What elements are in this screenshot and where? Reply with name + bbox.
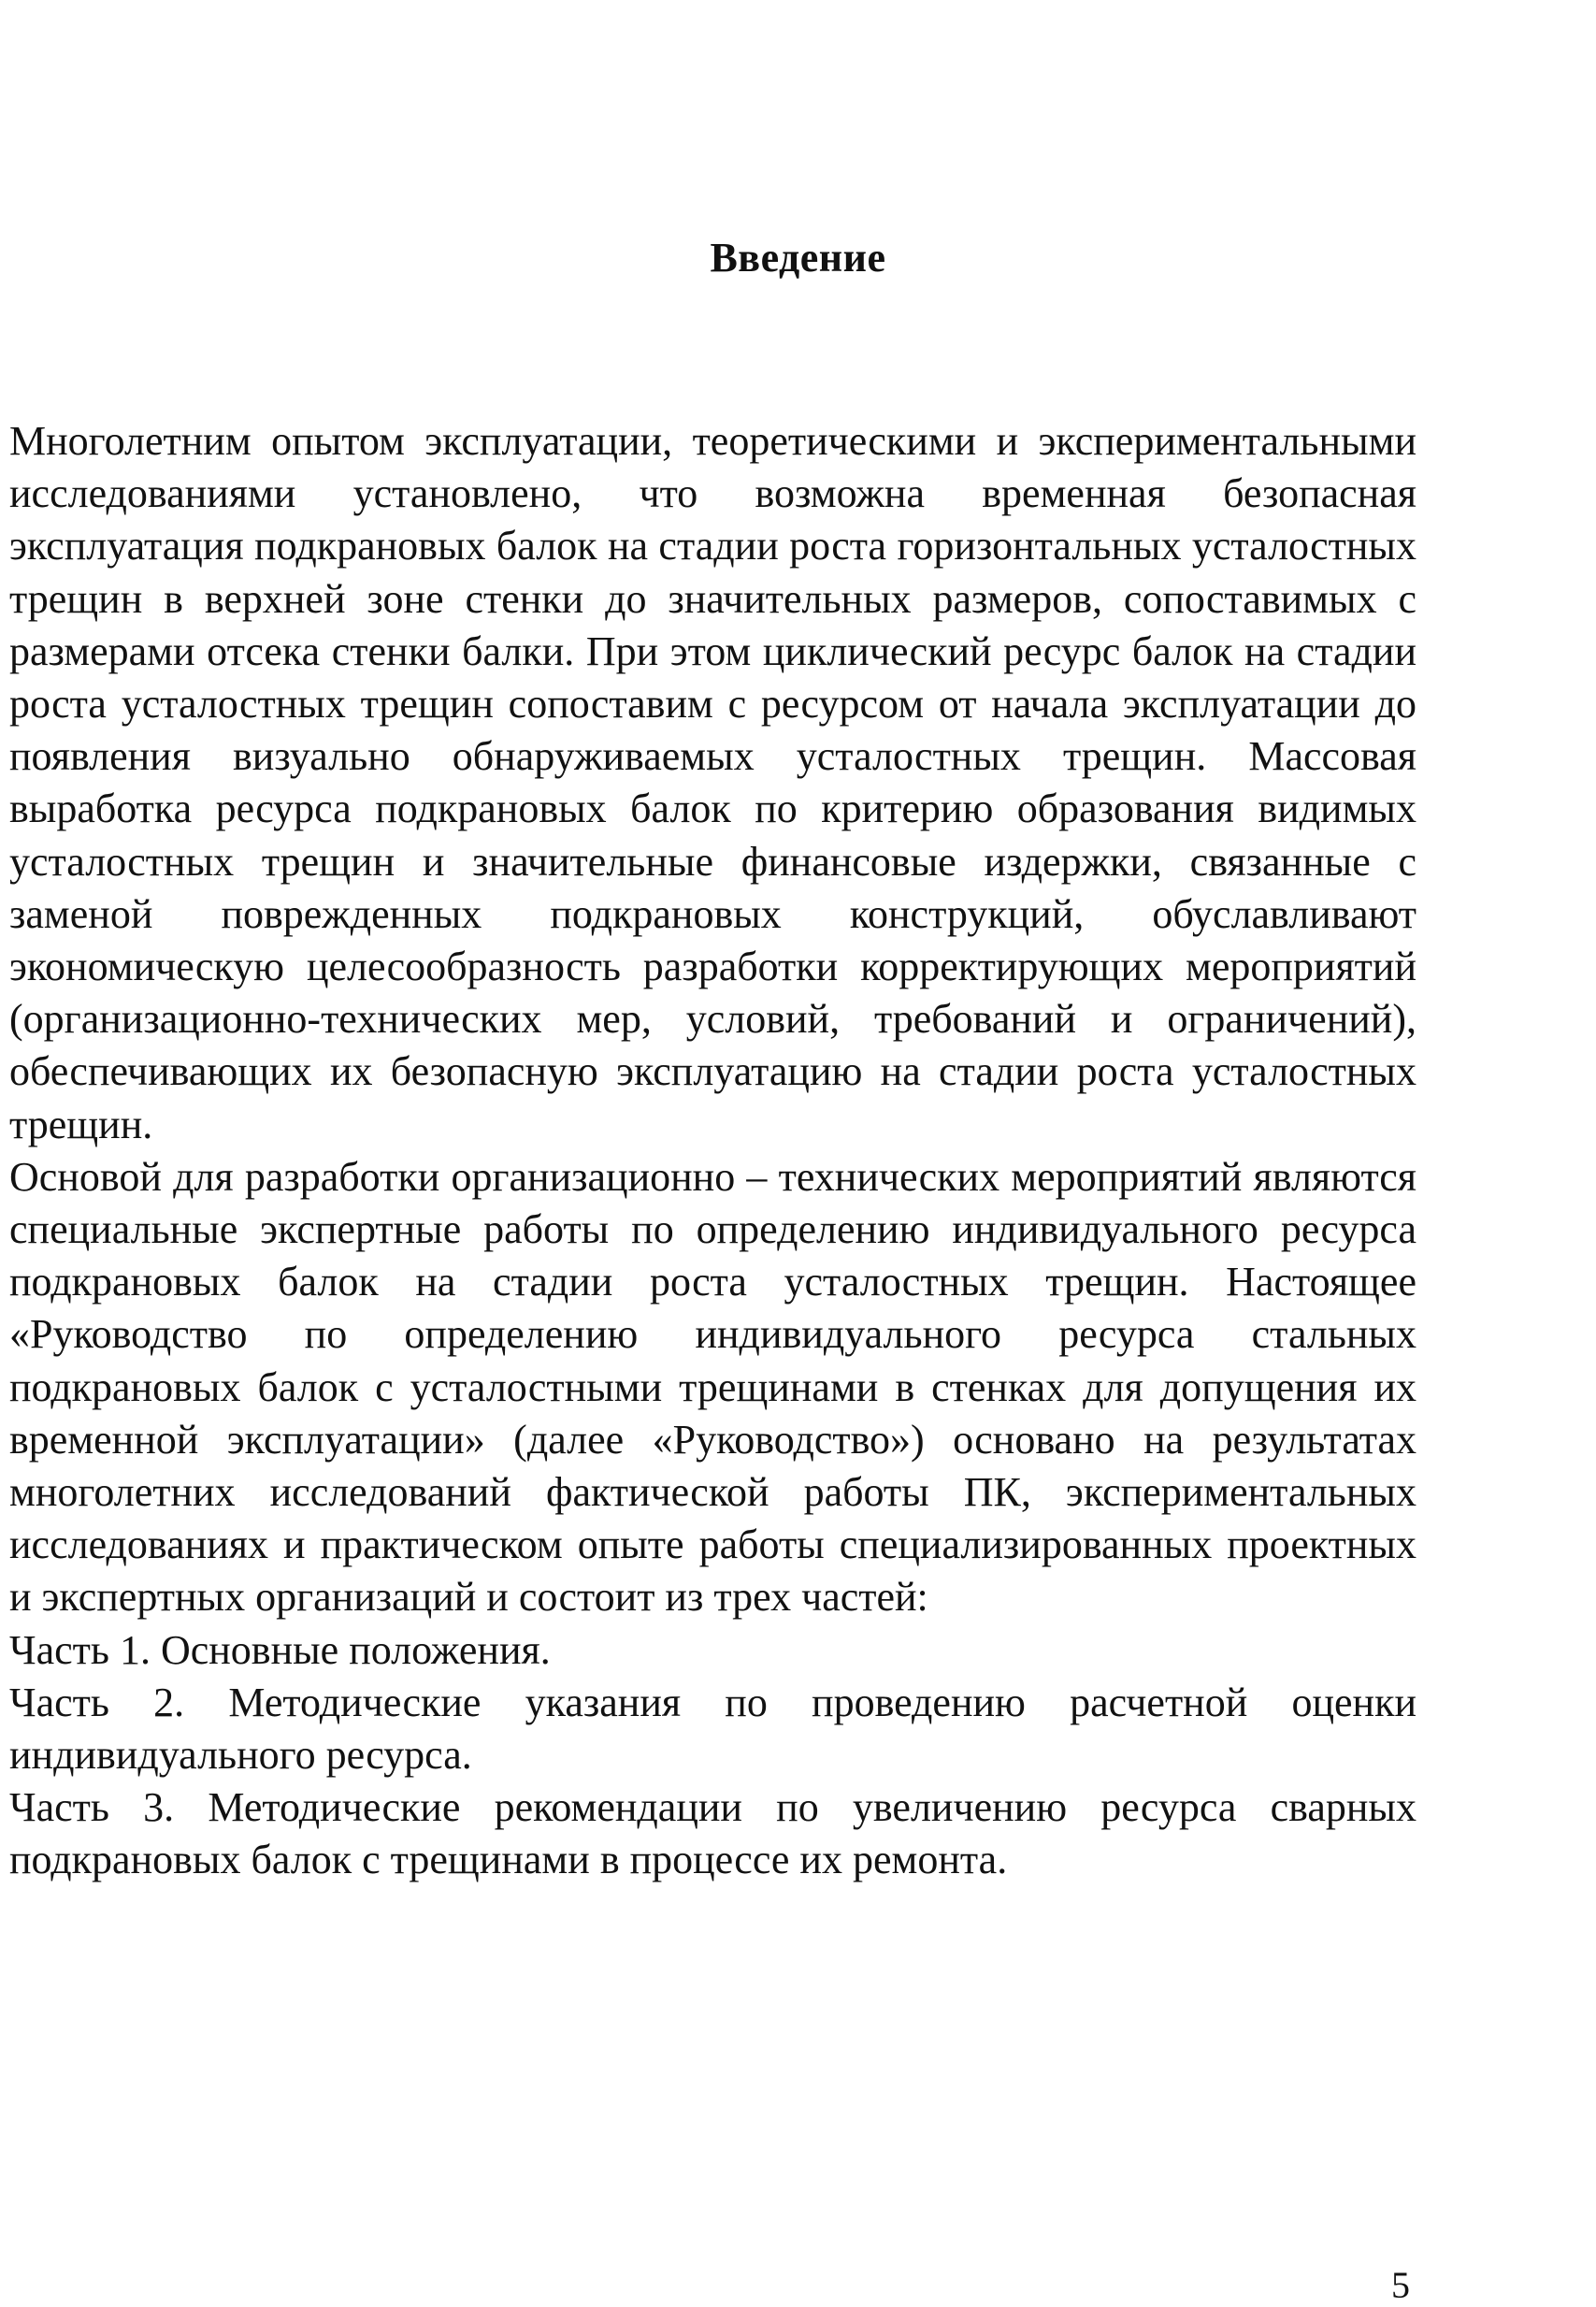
paragraph-part-2: Часть 2. Методические указания по проведению расчетной оценки индивидуального ресурса.	[9, 1679, 1416, 1779]
page-number: 5	[1391, 2264, 1410, 2306]
paragraph-part-3: Часть 3. Методические рекомендации по увеличению ресурса сварных подкрановых балок с трещинами в процессе их ремонта.	[9, 1784, 1416, 1883]
paragraph-part-1: Часть 1. Основные положения.	[9, 1626, 551, 1673]
document-body	[9, 415, 1416, 1887]
paragraph-basis: Основой для разработки организационно – технических мероприятий являются специальные экспертные работы по определению индивидуального ресурса подкрановых балок на стадии роста усталостных трещин. Настоящее «Руководство по определению индивидуального ресурса стальных подкрановых балок с усталостными трещинами в стенках для допущения их временной эксплуатации» (далее «Руководство») основано на результатах многолетних исследований фактической работы ПК, экспериментальных исследованиях и практическом опыте работы специализированных проектных и экспертных организаций и состоит из трех частей:	[9, 1153, 1416, 1621]
paragraph-intro: Многолетним опытом эксплуатации, теоретическими и экспериментальными исследованиями установлено, что возможна временная безопасная эксплуатация подкрановых балок на стадии роста горизонтальных усталостных трещин в верхней зоне стенки до значительных размеров, сопоставимых с размерами отсека стенки балки. При этом циклический ресурс балок на стадии роста усталостных трещин сопоставим с ресурсом от начала эксплуатации до появления визуально обнаруживаемых усталостных трещин. Массовая выработка ресурса подкрановых балок по критерию образования видимых усталостных трещин и значительные финансовые издержки, связанные с заменой поврежденных подкрановых конструкций, обуславливают экономическую целесообразность разработки корректирующих мероприятий (организационно-технических мер, условий, требований и ограничений), обеспечивающих их безопасную эксплуатацию на стадии роста усталостных трещин.	[9, 418, 1416, 1147]
page-title: Введение	[710, 235, 886, 281]
